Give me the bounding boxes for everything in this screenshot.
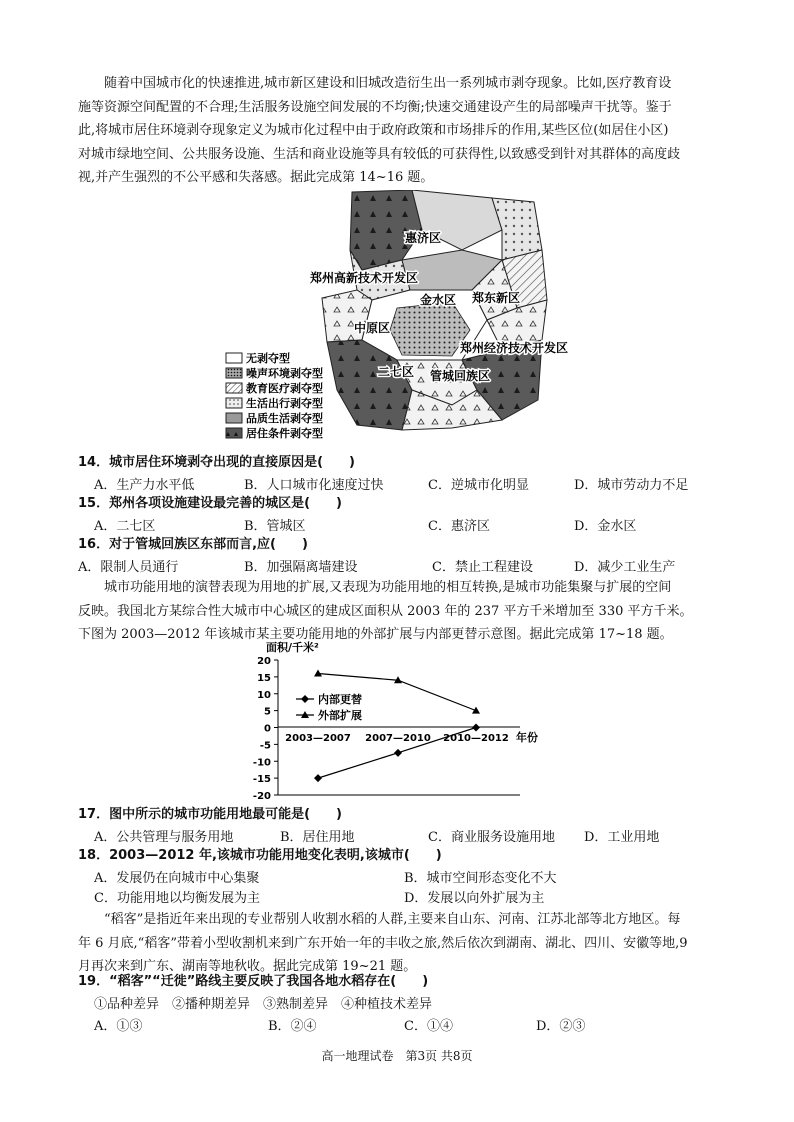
q15-option-b[interactable]: B．管城区 [244, 519, 306, 534]
y-tick-label-6: -10 [252, 757, 271, 769]
intro2-line-2: 反映。我国北方某综合性大城市中心城区的建成区面积从 2003 年的 237 平方千米增加至 330 平方千米。 [78, 603, 693, 619]
series-0-point-2 [472, 724, 480, 732]
q14-option-d[interactable]: D．城市劳动力不足 [574, 478, 689, 493]
intro-passage-1 [78, 72, 718, 190]
q15-option-d[interactable]: D．金水区 [574, 519, 637, 534]
question-16-options [78, 556, 718, 578]
q16-option-a[interactable]: A．限制人员通行 [78, 560, 179, 575]
series-1-point-0 [314, 670, 322, 677]
intro1-line-3: 此,将城市居住环境剥夺现象定义为城市化过程中由于政府政策和市场排斥的作用,某些区位(如居住小区) [78, 123, 669, 138]
question-15 [78, 493, 718, 515]
label-erqi: 二七区 [378, 365, 415, 379]
q16-option-c[interactable]: C．禁止工程建设 [432, 560, 533, 575]
legend-label-2: 教育医疗剥夺型 [246, 382, 323, 395]
q19-option-a[interactable]: A．①③ [94, 1019, 143, 1034]
land-use-change-chart [240, 640, 560, 802]
question-19 [78, 971, 718, 993]
q17-option-c[interactable]: C．商业服务设施用地 [428, 830, 555, 845]
y-tick-label-0: 20 [257, 656, 271, 667]
y-tick-label-8: -20 [252, 791, 271, 802]
question-16 [78, 534, 718, 556]
series-0-point-0 [314, 774, 322, 782]
q19-items-list: ①品种差异 ②播种期差异 ③熟制差异 ④种植技术差异 [94, 997, 433, 1012]
intro2-line-3: 下图为 2003—2012 年该城市某主要功能用地的外部扩展与内部更替示意图。据此完成第 17~18 题。 [78, 627, 673, 642]
chart-xlabel: 年份 [516, 731, 538, 744]
y-tick-label-5: -5 [259, 740, 271, 752]
q16-option-d[interactable]: D．减少工业生产 [574, 560, 676, 575]
intro1-line-2: 施等资源空间配置的不合理;生活服务设施空间发展的不均衡;快速交通建设产生的局部噪声干扰等。鉴于 [78, 99, 672, 115]
legend-item-1 [226, 366, 323, 380]
intro1-line-1: 随着中国城市化的快速推进,城市新区建设和旧城改造衍生出一系列城市剥夺现象。比如,医疗教育设 [104, 76, 672, 91]
y-tick-label-7: -15 [252, 774, 271, 786]
question-15-stem: 15．郑州各项设施建设最完善的城区是( ) [78, 496, 342, 511]
legend-label-4: 品质生活剥夺型 [246, 412, 323, 425]
question-14 [78, 452, 718, 474]
legend-item-3 [226, 396, 323, 410]
intro-passage-2 [78, 576, 718, 647]
intro1-line-4: 对城市绿地空间、公共服务设施、生活和商业设施等具有较低的可获得性,以致感受到针对其群体的高度歧 [78, 146, 681, 162]
legend-item-0 [226, 351, 290, 365]
label-gaoxin: 郑州高新技术开发区 [310, 271, 419, 285]
label-zhongyuan: 中原区 [354, 321, 391, 335]
intro2-line-1: 城市功能用地的演替表现为用地的扩展,又表现为功能用地的相互转换,是城市功能集聚与扩展的空间 [104, 580, 672, 595]
y-tick-label-1: 15 [257, 672, 271, 684]
legend-external-expansion: 外部扩展 [318, 709, 362, 722]
legend-internal-replacement: 内部更替 [318, 693, 362, 706]
legend-item-2 [226, 381, 323, 395]
question-17 [78, 804, 718, 826]
question-16-stem: 16．对于管城回族区东部而言,应( ) [78, 537, 308, 552]
question-19-options [78, 1015, 718, 1037]
legend-label-1: 噪声环境剥夺型 [246, 367, 323, 380]
intro1-line-5: 视,并产生强烈的不公平感和失落感。据此完成第 14~16 题。 [78, 170, 434, 185]
chart-y-ticks [253, 656, 278, 802]
q15-option-c[interactable]: C．惠济区 [428, 519, 490, 534]
question-18 [78, 845, 718, 867]
label-guancheng: 管城回族区 [430, 369, 491, 383]
question-18-stem: 18．2003—2012 年,该城市功能用地变化表明,该城市( ) [78, 848, 442, 863]
x-tick-label-0: 2003—2007 [285, 733, 351, 744]
question-18-options-row-2 [78, 887, 718, 909]
series-0-point-1 [394, 749, 402, 757]
y-tick-label-3: 5 [264, 706, 271, 718]
q16-option-b[interactable]: B．加强隔离墙建设 [244, 560, 358, 575]
legend-label-0: 无剥夺型 [246, 352, 290, 365]
legend-label-3: 生活出行剥夺型 [246, 397, 323, 410]
page-footer: 高一地理试卷 第3页 共8页 [321, 1049, 473, 1063]
x-tick-label-1: 2007—2010 [365, 733, 431, 744]
y-tick-label-2: 10 [257, 689, 271, 701]
q15-option-a[interactable]: A．二七区 [94, 519, 156, 534]
q18-option-d[interactable]: D．发展以向外扩展为主 [404, 891, 545, 906]
question-19-stem: 19．“稻客”“迁徙”路线主要反映了我国各地水稻存在( ) [78, 974, 429, 989]
label-zhengdong: 郑东新区 [472, 291, 521, 305]
label-jinshui: 金水区 [420, 293, 457, 307]
q18-option-b[interactable]: B．城市空间形态变化不大 [404, 871, 557, 886]
q14-option-b[interactable]: B．人口城市化速度过快 [244, 478, 384, 493]
x-tick-label-2: 2010—2012 [443, 733, 509, 744]
q19-option-b[interactable]: B．②④ [268, 1019, 317, 1034]
legend-label-5: 居住条件剥夺型 [246, 427, 323, 440]
question-19-items [78, 993, 718, 1015]
intro3-line-3: 月再次来到广东、湖南等地秋收。据此完成第 19~21 题。 [78, 959, 417, 974]
q18-option-c[interactable]: C．功能用地以均衡发展为主 [94, 891, 260, 906]
label-huiji: 惠济区 [405, 231, 442, 245]
y-tick-label-4: 0 [264, 723, 271, 735]
chart-legend [296, 692, 362, 722]
q18-option-a[interactable]: A．发展仍在向城市中心集聚 [94, 871, 260, 886]
chart-series [314, 670, 480, 783]
intro3-line-2: 年 6 月底,“稻客”带着小型收割机来到广东开始一年的丰收之旅,然后依次到湖南、湖北、四川、安徽等地,9 [78, 935, 688, 951]
q14-option-c[interactable]: C．逆城市化明显 [428, 478, 529, 493]
chart-ylabel: 面积/千米² [266, 641, 319, 654]
question-14-stem: 14．城市居住环境剥夺出现的直接原因是( ) [78, 455, 355, 470]
chart-x-labels [285, 733, 509, 744]
q19-option-d[interactable]: D．②③ [536, 1019, 586, 1034]
q17-option-d[interactable]: D．工业用地 [584, 830, 660, 845]
q17-option-a[interactable]: A．公共管理与服务用地 [94, 830, 234, 845]
legend-item-5 [226, 426, 323, 440]
question-17-stem: 17．图中所示的城市功能用地最可能是( ) [78, 807, 342, 822]
map-legend [224, 350, 364, 446]
q14-option-a[interactable]: A．生产力水平低 [94, 478, 195, 493]
intro-passage-3 [78, 908, 718, 979]
q17-option-b[interactable]: B．居住用地 [280, 830, 355, 845]
question-18-options-row-1 [78, 867, 718, 889]
q19-option-c[interactable]: C．①④ [404, 1019, 453, 1034]
intro3-line-1: “稻客”是指近年来出现的专业帮别人收割水稻的人群,主要来自山东、河南、江苏北部等北方地区。每 [104, 912, 681, 927]
label-jingji: 郑州经济技术开发区 [460, 341, 569, 355]
legend-item-4 [226, 411, 323, 425]
